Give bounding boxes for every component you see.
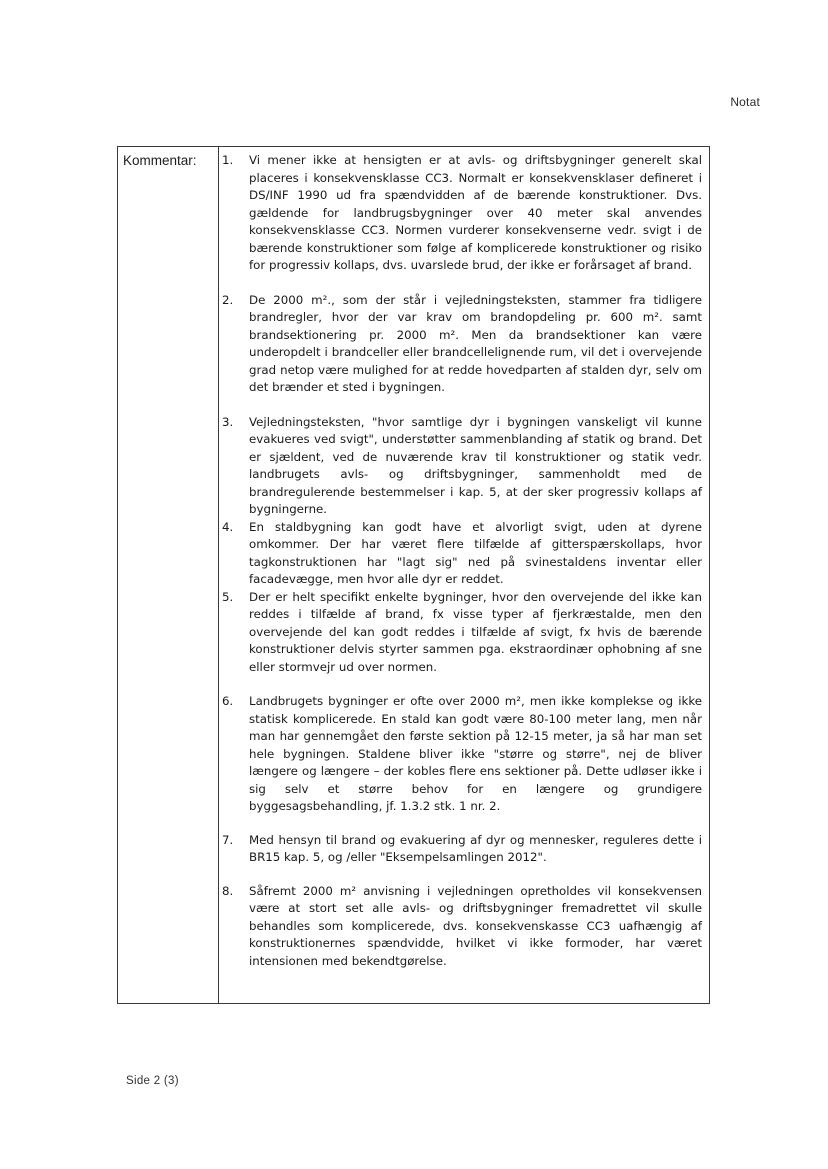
item-text: Landbrugets bygninger er ofte over 2000 m², men ikke komplekse og ikke statisk komplicerede. En stald kan godt være 80-100 meter lang, men når man har gennemgået den første sektion på 12-15 meter, ja så har man set hele bygningen. Staldene bliver ikke "større og større", nej de bliver længere og længere – der kobles flere ens sektioner på. Dette udløser ikke i sig selv et større behov for en længere og grundigere byggesagsbehandling, jf. 1.3.2 stk. 1 nr. 2.: [249, 694, 702, 813]
page-number: Side 2 (3): [126, 1075, 179, 1087]
comment-label: Kommentar:: [123, 153, 197, 168]
comment-item-7: [222, 832, 702, 867]
comment-item-1: [222, 152, 702, 275]
item-number: 3.: [222, 414, 234, 429]
item-text: Der er helt specifikt enkelte bygninger, hvor den overvejende del ikke kan reddes i tilfælde af brand, fx visse typer af fjerkræstalde, men den overvejende del kan godt reddes i tilfælde af svigt, fx hvis de bærende konstruktioner delvis styrter sammen pga. ekstraordinær ophobning af sne eller stormvejr ud over normen.: [249, 589, 702, 674]
comment-item-5: [222, 589, 702, 677]
item-number: 8.: [222, 883, 234, 898]
comment-item-8: [222, 883, 702, 971]
item-text: De 2000 m²., som der står i vejledningsteksten, stammer fra tidligere brandregler, hvor der var krav om brandopdeling pr. 600 m². samt brandsektionering pr. 2000 m². Men da brandsektioner kan være underopdelt i brandceller eller brandcellelignende rum, vil det i overvejende grad netop være mulighed for at redde hovedparten af stalden dyr, selv om det brænder et sted i bygningen.: [249, 292, 702, 394]
document-type-label: Notat: [730, 95, 760, 109]
item-number: 6.: [222, 694, 234, 708]
item-number: 1.: [222, 153, 234, 167]
comment-item-2: [222, 292, 702, 397]
item-text: Vejledningsteksten, "hvor samtlige dyr i bygningen vanskeligt vil kunne evakueres ved svigt", understøtter sammenblanding af statik og brand. Det er sjældent, ved de nuværende krav til konstruktioner og statik vedr. landbrugets avls- og driftsbygninger, sammenholdt med de brandregulerende bestemmelser i kap. 5, at der sker progressiv kollaps af bygningerne.: [249, 414, 702, 516]
comment-item-6: [222, 693, 702, 816]
item-text: En staldbygning kan godt have et alvorligt svigt, uden at dyrene omkommer. Der har været flere tilfælde af gitterspærskollaps, hvor tagkonstruktionen har "lagt sig" ned på svinestaldens inventar eller facadevægge, men hvor alle dyr er reddet.: [249, 519, 702, 586]
item-text: Med hensyn til brand og evakuering af dyr og mennesker, reguleres dette i BR15 kap. 5, og /eller "Eksempelsamlingen 2012".: [249, 832, 702, 864]
item-number: 7.: [222, 832, 234, 847]
item-text: Vi mener ikke at hensigten er at avls- og driftsbygninger generelt skal placeres i konsekvensklasse CC3. Normalt er konsekvensklaser defineret i DS/INF 1990 ud fra spændvidden af de bærende konstruktioner. Dvs. gældende for landbrugsbygninger over 40 meter skal anvendes konsekvensklasse CC3. Normen vurderer konsekvenserne vedr. svigt i de bærende konstruktioner som følge af komplicerede konstruktioner og risiko for progressiv kollaps, dvs. uvarslede brud, der ikke er forårsaget af brand.: [249, 153, 702, 272]
comment-item-4: [222, 519, 702, 589]
column-divider: [218, 147, 219, 1003]
item-number: 4.: [222, 519, 234, 534]
comment-item-3: [222, 414, 702, 519]
item-number: 5.: [222, 589, 234, 604]
comment-table: [117, 146, 710, 1004]
item-number: 2.: [222, 292, 234, 307]
comment-list: [222, 152, 702, 970]
item-text: Såfremt 2000 m² anvisning i vejledningen opretholdes vil konsekvensen være at stort set alle avls- og driftsbygninger fremadrettet vil skulle behandles som komplicerede, dvs. konsekvenskasse CC3 uafhængig af konstruktionernes spændvidde, hvilket vi ikke formoder, har været intensionen med bekendtgørelse.: [249, 883, 702, 968]
